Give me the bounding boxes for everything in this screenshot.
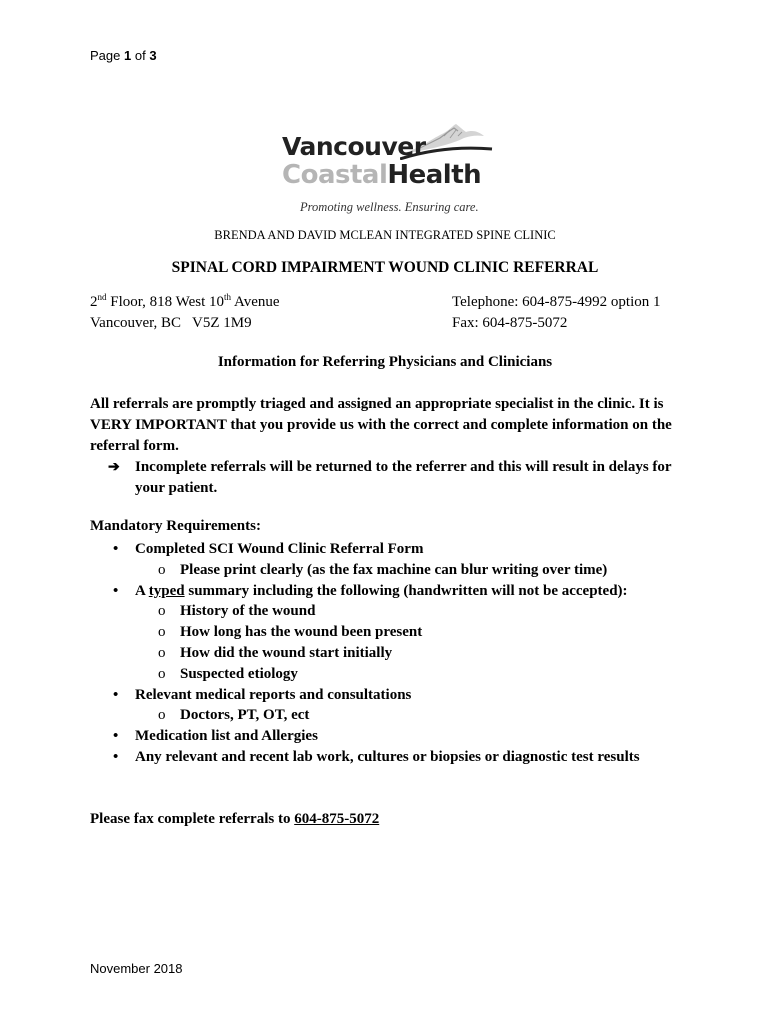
logo-word-coastal-health: CoastalHealth bbox=[282, 160, 482, 190]
address-line-1: 2nd Floor, 818 West 10th Avenue bbox=[90, 292, 280, 310]
bullet-icon: • bbox=[113, 748, 119, 765]
list-item: o Please print clearly (as the fax machine can blur writing over time) bbox=[90, 560, 700, 581]
list-item: o How long has the wound been present bbox=[90, 622, 700, 643]
logo-word-vancouver: Vancouver bbox=[282, 132, 426, 161]
bullet-icon: • bbox=[113, 728, 119, 745]
bullet-icon: • bbox=[113, 686, 119, 703]
section-heading: Information for Referring Physicians and Clinicians bbox=[217, 354, 553, 370]
circle-bullet-icon: o bbox=[158, 603, 166, 620]
intro-paragraph: All referrals are promptly triaged and assigned an appropriate specialist in the clinic. It is VERY IMPORTANT that you provide us with the correct and complete information on the referral form. bbox=[90, 396, 672, 454]
page-number: Page 1 of 3 bbox=[90, 48, 157, 63]
form-title: SPINAL CORD IMPAIRMENT WOUND CLINIC REFERRAL bbox=[171, 259, 599, 276]
address-line-2: Vancouver, BC V5Z 1M9 bbox=[90, 315, 252, 331]
fax-instruction: Please fax complete referrals to 604-875-5072 bbox=[90, 811, 380, 827]
mandatory-heading: Mandatory Requirements: bbox=[90, 518, 261, 534]
arrow-right-icon: ➔ bbox=[108, 460, 120, 475]
list-item: o History of the wound bbox=[90, 601, 700, 622]
circle-bullet-icon: o bbox=[158, 707, 166, 724]
list-item: o How did the wound start initially bbox=[90, 643, 700, 664]
fax-number: Fax: 604-875-5072 bbox=[452, 315, 568, 331]
list-item: • Relevant medical reports and consultations bbox=[90, 685, 700, 706]
list-item: • A typed summary including the following (handwritten will not be accepted): bbox=[90, 581, 700, 602]
vch-logo bbox=[282, 118, 492, 218]
clinic-contact bbox=[452, 292, 661, 334]
list-item: • Any relevant and recent lab work, cultures or biopsies or diagnostic test results bbox=[90, 747, 700, 768]
clinic-name: BRENDA AND DAVID MCLEAN INTEGRATED SPINE CLINIC bbox=[214, 228, 556, 242]
list-item: o Suspected etiology bbox=[90, 664, 700, 685]
bullet-icon: • bbox=[113, 582, 119, 599]
footer-date: November 2018 bbox=[90, 961, 183, 976]
bullet-icon: • bbox=[113, 541, 119, 557]
telephone: Telephone: 604-875-4992 option 1 bbox=[452, 294, 661, 310]
fax-number-link: 604-875-5072 bbox=[294, 811, 380, 827]
list-item: • Medication list and Allergies bbox=[90, 726, 700, 747]
clinic-address bbox=[90, 292, 280, 334]
circle-bullet-icon: o bbox=[158, 644, 166, 661]
circle-bullet-icon: o bbox=[158, 561, 166, 578]
list-item: • Completed SCI Wound Clinic Referral Form bbox=[90, 539, 700, 560]
requirements-list bbox=[90, 539, 700, 768]
logo-tagline: Promoting wellness. Ensuring care. bbox=[300, 200, 479, 214]
list-item: o Doctors, PT, OT, ect bbox=[90, 705, 700, 726]
incomplete-referral-note: ➔ Incomplete referrals will be returned to the referrer and this will result in delays for your patient. bbox=[108, 459, 672, 496]
circle-bullet-icon: o bbox=[158, 624, 166, 641]
circle-bullet-icon: o bbox=[158, 665, 166, 682]
